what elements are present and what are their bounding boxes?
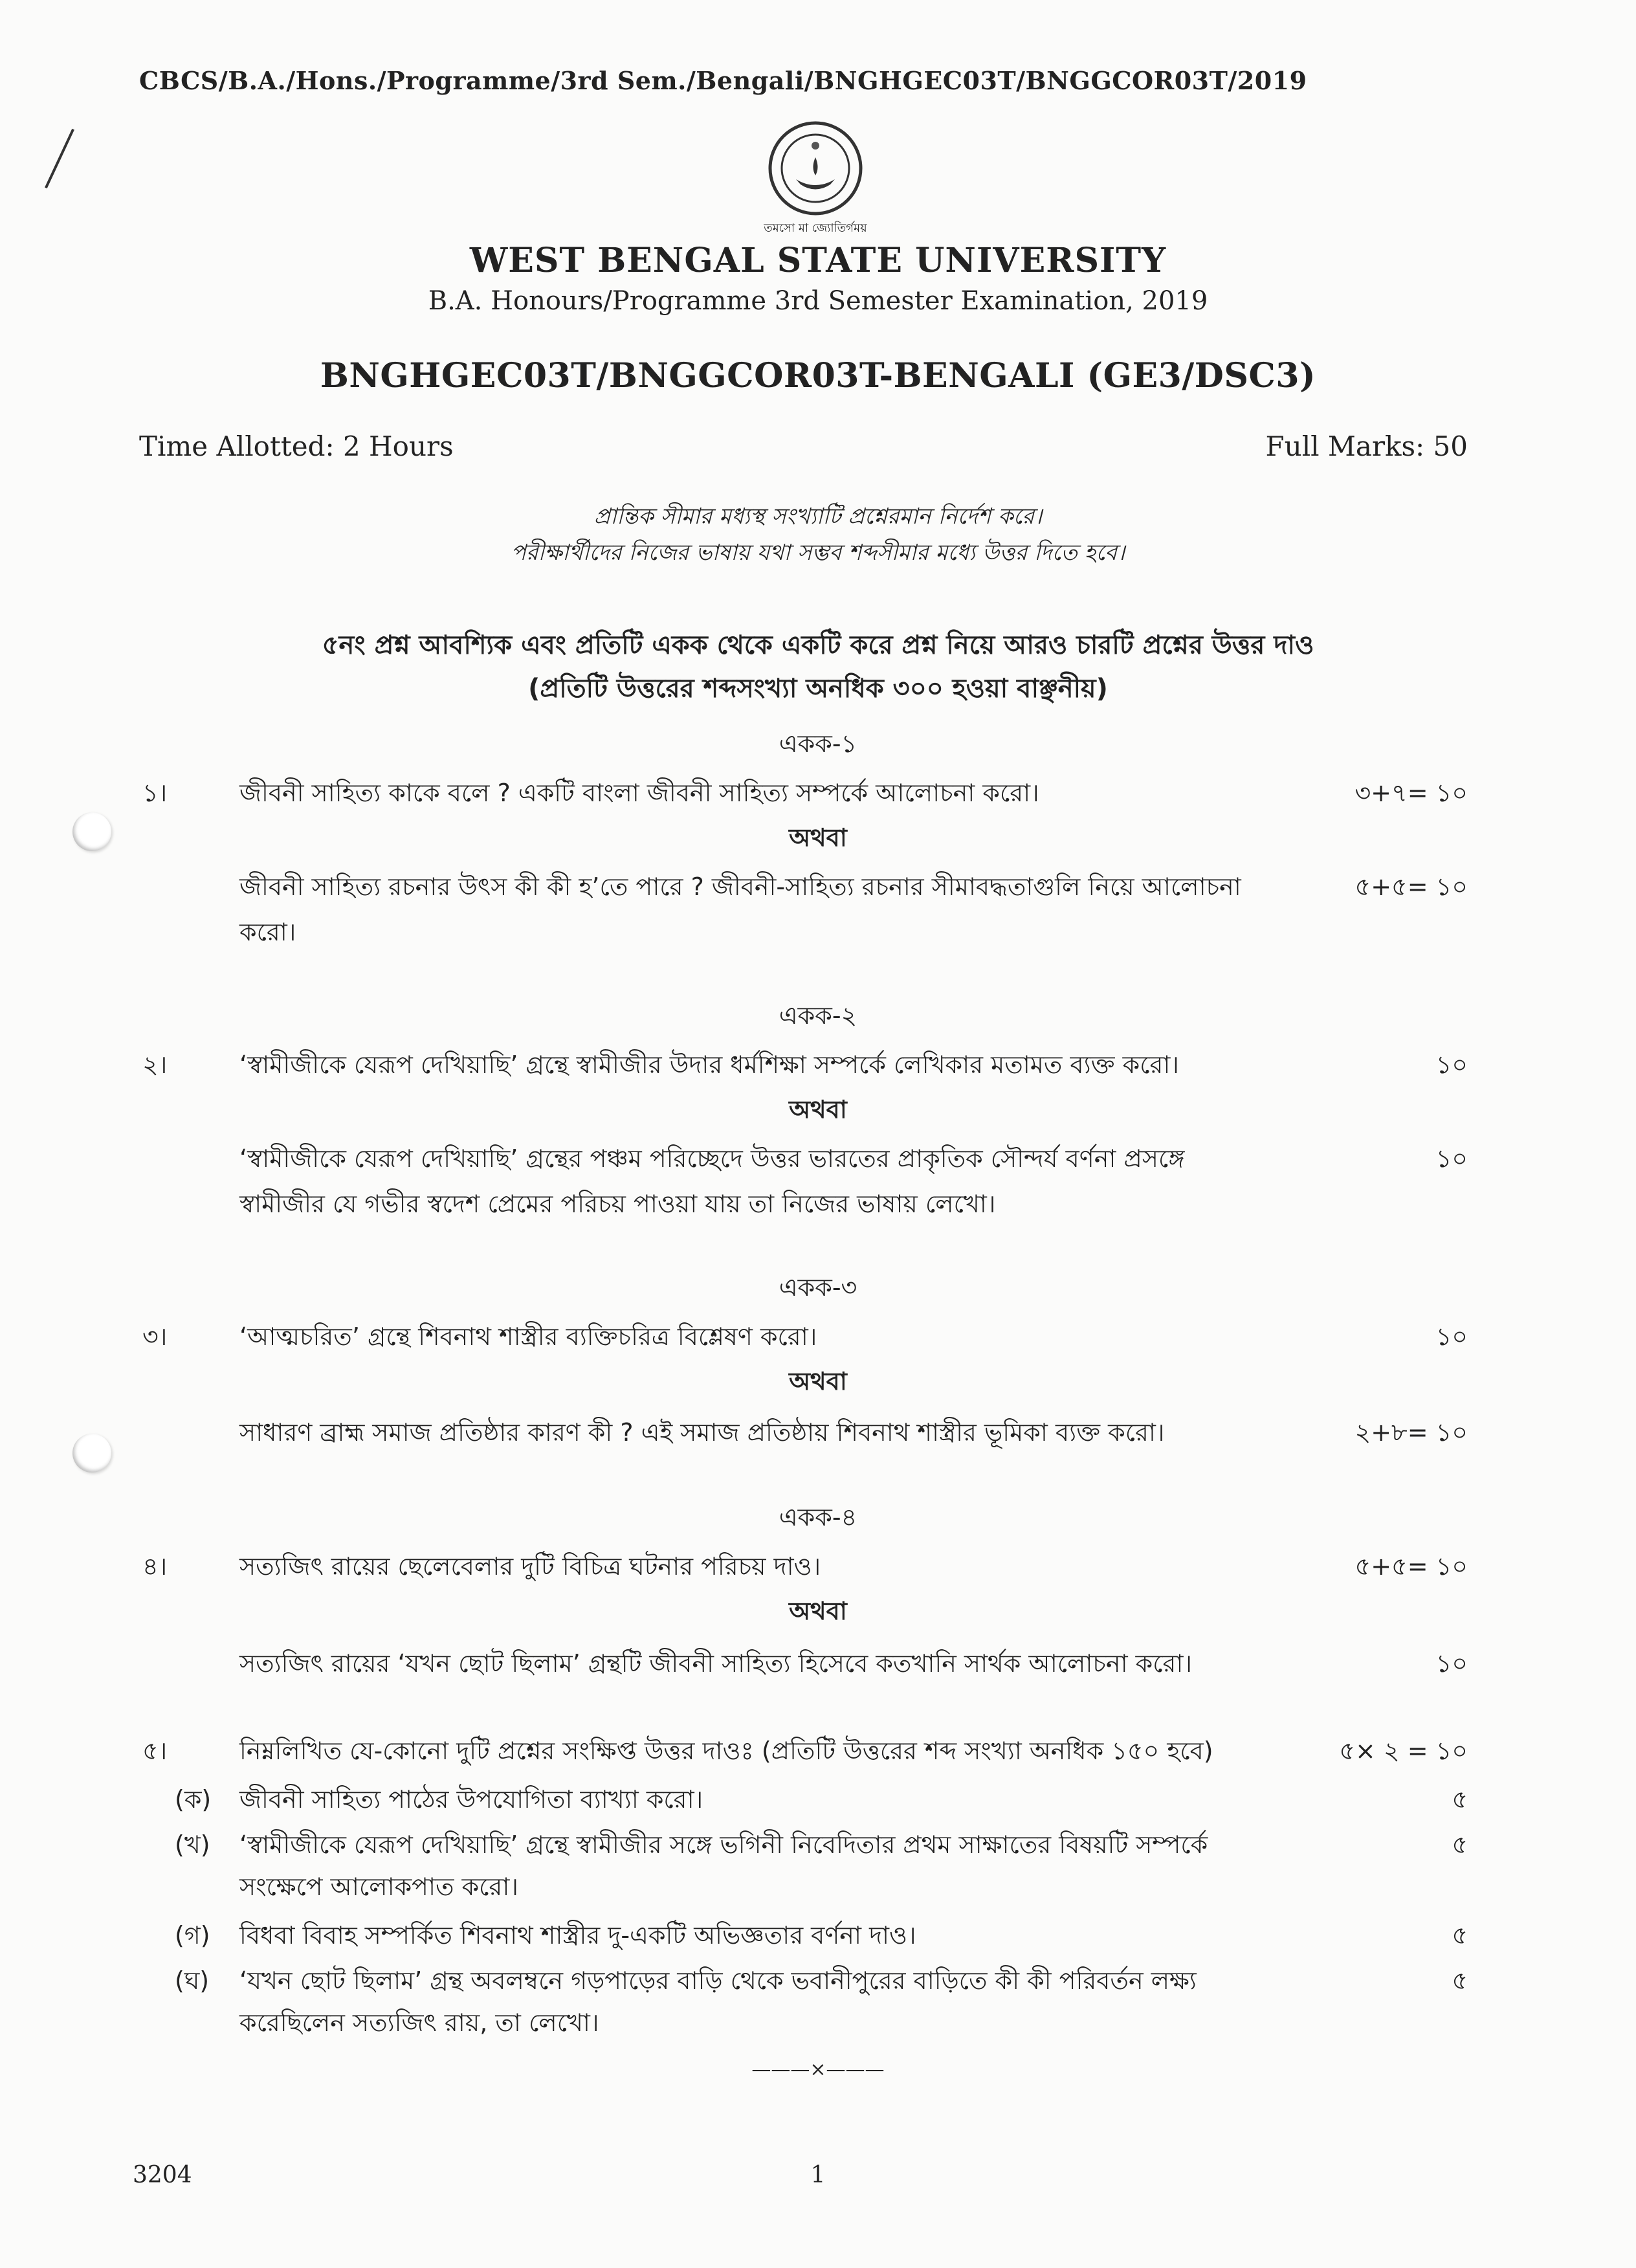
question-number: ১।: [142, 779, 168, 807]
sub-question-label: (খ): [175, 1830, 210, 1859]
instruction-line-2: পরীক্ষার্থীদের নিজের ভাষায় যথা সম্ভব শব্দসীমার মধ্যে উত্তর দিতে হবে।: [511, 540, 1125, 566]
sub-question-marks: ৫: [1452, 1921, 1468, 1950]
sub-question-text: জীবনী সাহিত্য পাঠের উপযোগিতা ব্যাখ্যা করো।: [239, 1785, 703, 1814]
sub-question-label: (ক): [175, 1785, 212, 1814]
paper-serial-number: 3204: [133, 2162, 192, 2188]
question-marks: ৩+৭= ১০: [1354, 779, 1468, 807]
question-number: ৫।: [142, 1737, 168, 1765]
question-marks: ১০: [1435, 1322, 1468, 1351]
question-number: ২।: [142, 1051, 168, 1079]
page-number: 1: [810, 2162, 826, 2188]
question-text: জীবনী সাহিত্য কাকে বলে ? একটি বাংলা জীবনী সাহিত্য সম্পর্কে আলোচনা করো।: [239, 779, 1039, 807]
or-label: অথবা: [789, 1367, 847, 1395]
question-text: ‘স্বামীজীকে যেরূপ দেখিয়াছি’ গ্রন্থে স্বামীজীর উদার ধর্মশিক্ষা সম্পর্কে লেখিকার মতামত ব্যক্ত করো।: [239, 1051, 1179, 1079]
unit-title: একক-৪: [779, 1503, 857, 1531]
sub-question-text: বিধবা বিবাহ সম্পর্কিত শিবনাথ শাস্ত্রীর দু-একটি অভিজ্ঞতার বর্ণনা দাও।: [239, 1921, 916, 1950]
alt-question-marks: ২+৮= ১০: [1354, 1418, 1468, 1447]
word-limit-note: (প্রতিটি উত্তরের শব্দসংখ্যা অনধিক ৩০০ হওয়া বাঞ্ছনীয়): [528, 674, 1108, 704]
question-number: ৪।: [142, 1552, 168, 1581]
university-seal-icon: [767, 120, 864, 217]
sub-question-text-cont: সংক্ষেপে আলোকপাত করো।: [239, 1873, 518, 1901]
margin-pen-mark: [45, 129, 74, 188]
main-instruction: ৫নং প্রশ্ন আবশ্যিক এবং প্রতিটি একক থেকে একটি করে প্রশ্ন নিয়ে আরও চারটি প্রশ্নের উত্তর দাও: [322, 630, 1314, 660]
sub-question-text: ‘যখন ছোট ছিলাম’ গ্রন্থ অবলম্বনে গড়পাড়ের বাড়ি থেকে ভবানীপুরের বাড়িতে কী কী পরিবর্তন লক্ষ্য: [239, 1966, 1197, 1995]
instruction-line-1: প্রান্তিক সীমার মধ্যস্থ সংখ্যাটি প্রশ্নেরমান নির্দেশ করে।: [593, 504, 1043, 529]
question-text: নিম্নলিখিত যে-কোনো দুটি প্রশ্নের সংক্ষিপ্ত উত্তর দাওঃ (প্রতিটি উত্তরের শব্দ সংখ্যা অনধিক ১৫০ হবে): [239, 1737, 1213, 1765]
punch-hole-bottom: [72, 1434, 111, 1473]
time-allotted: Time Allotted: 2 Hours: [139, 430, 454, 462]
or-label: অথবা: [789, 1095, 847, 1124]
alt-question-text: ‘স্বামীজীকে যেরূপ দেখিয়াছি’ গ্রন্থের পঞ্চম পরিচ্ছেদে উত্তর ভারতের প্রাকৃতিক সৌন্দর্য বর্ণনা প্রসঙ্গে: [239, 1144, 1185, 1173]
question-marks: ৫× ২ = ১০: [1339, 1737, 1468, 1765]
alt-question-marks: ১০: [1435, 1649, 1468, 1678]
alt-question-marks: ৫+৫= ১০: [1354, 873, 1468, 901]
or-label: অথবা: [789, 1597, 847, 1625]
alt-question-text: সত্যজিৎ রায়ের ‘যখন ছোট ছিলাম’ গ্রন্থটি জীবনী সাহিত্য হিসেবে কতখানি সার্থক আলোচনা করো।: [239, 1649, 1193, 1678]
paper-code-line: CBCS/B.A./Hons./Programme/3rd Sem./Bengali/BNGHGEC03T/BNGGCOR03T/2019: [139, 66, 1307, 95]
question-marks: ৫+৫= ১০: [1354, 1552, 1468, 1581]
exam-title: B.A. Honours/Programme 3rd Semester Examination, 2019: [428, 286, 1208, 316]
sub-question-label: (ঘ): [175, 1966, 210, 1995]
alt-question-text-cont: স্বামীজীর যে গভীর স্বদেশ প্রেমের পরিচয় পাওয়া যায় তা নিজের ভাষায় লেখো।: [239, 1190, 996, 1218]
sub-question-marks: ৫: [1452, 1785, 1468, 1814]
subject-code: BNGHGEC03T/BNGGCOR03T-BENGALI (GE3/DSC3): [320, 356, 1316, 395]
alt-question-text-cont: করো।: [239, 918, 296, 946]
question-number: ৩।: [142, 1322, 168, 1351]
question-marks: ১০: [1435, 1051, 1468, 1079]
sub-question-text-cont: করেছিলেন সত্যজিৎ রায়, তা লেখো।: [239, 2008, 599, 2037]
alt-question-text: জীবনী সাহিত্য রচনার উৎস কী কী হ’তে পারে ? জীবনী-সাহিত্য রচনার সীমাবদ্ধতাগুলি নিয়ে আলোচনা: [239, 873, 1241, 901]
sub-question-marks: ৫: [1452, 1830, 1468, 1859]
unit-title: একক-১: [779, 729, 857, 758]
question-text: সত্যজিৎ রায়ের ছেলেবেলার দুটি বিচিত্র ঘটনার পরিচয় দাও।: [239, 1552, 821, 1581]
sub-question-label: (গ): [175, 1921, 210, 1950]
sub-question-text: ‘স্বামীজীকে যেরূপ দেখিয়াছি’ গ্রন্থে স্বামীজীর সঙ্গে ভগিনী নিবেদিতার প্রথম সাক্ষাতের বিষয়টি সম্পর্কে: [239, 1830, 1208, 1859]
seal-motto: তমসো মা জ্যোতির্গময়: [764, 221, 867, 235]
alt-question-text: সাধারণ ব্রাহ্ম সমাজ প্রতিষ্ঠার কারণ কী ? এই সমাজ প্রতিষ্ঠায় শিবনাথ শাস্ত্রীর ভূমিকা ব্যক্ত করো।: [239, 1418, 1165, 1447]
alt-question-marks: ১০: [1435, 1144, 1468, 1173]
end-of-paper-mark: ———×———: [751, 2058, 885, 2081]
unit-title: একক-২: [779, 1001, 857, 1030]
unit-title: একক-৩: [779, 1273, 857, 1302]
full-marks: Full Marks: 50: [1265, 430, 1468, 462]
question-text: ‘আত্মচরিত’ গ্রন্থে শিবনাথ শাস্ত্রীর ব্যক্তিচরিত্র বিশ্লেষণ করো।: [239, 1322, 817, 1351]
or-label: অথবা: [789, 823, 847, 852]
university-name: WEST BENGAL STATE UNIVERSITY: [469, 241, 1167, 280]
sub-question-marks: ৫: [1452, 1966, 1468, 1995]
